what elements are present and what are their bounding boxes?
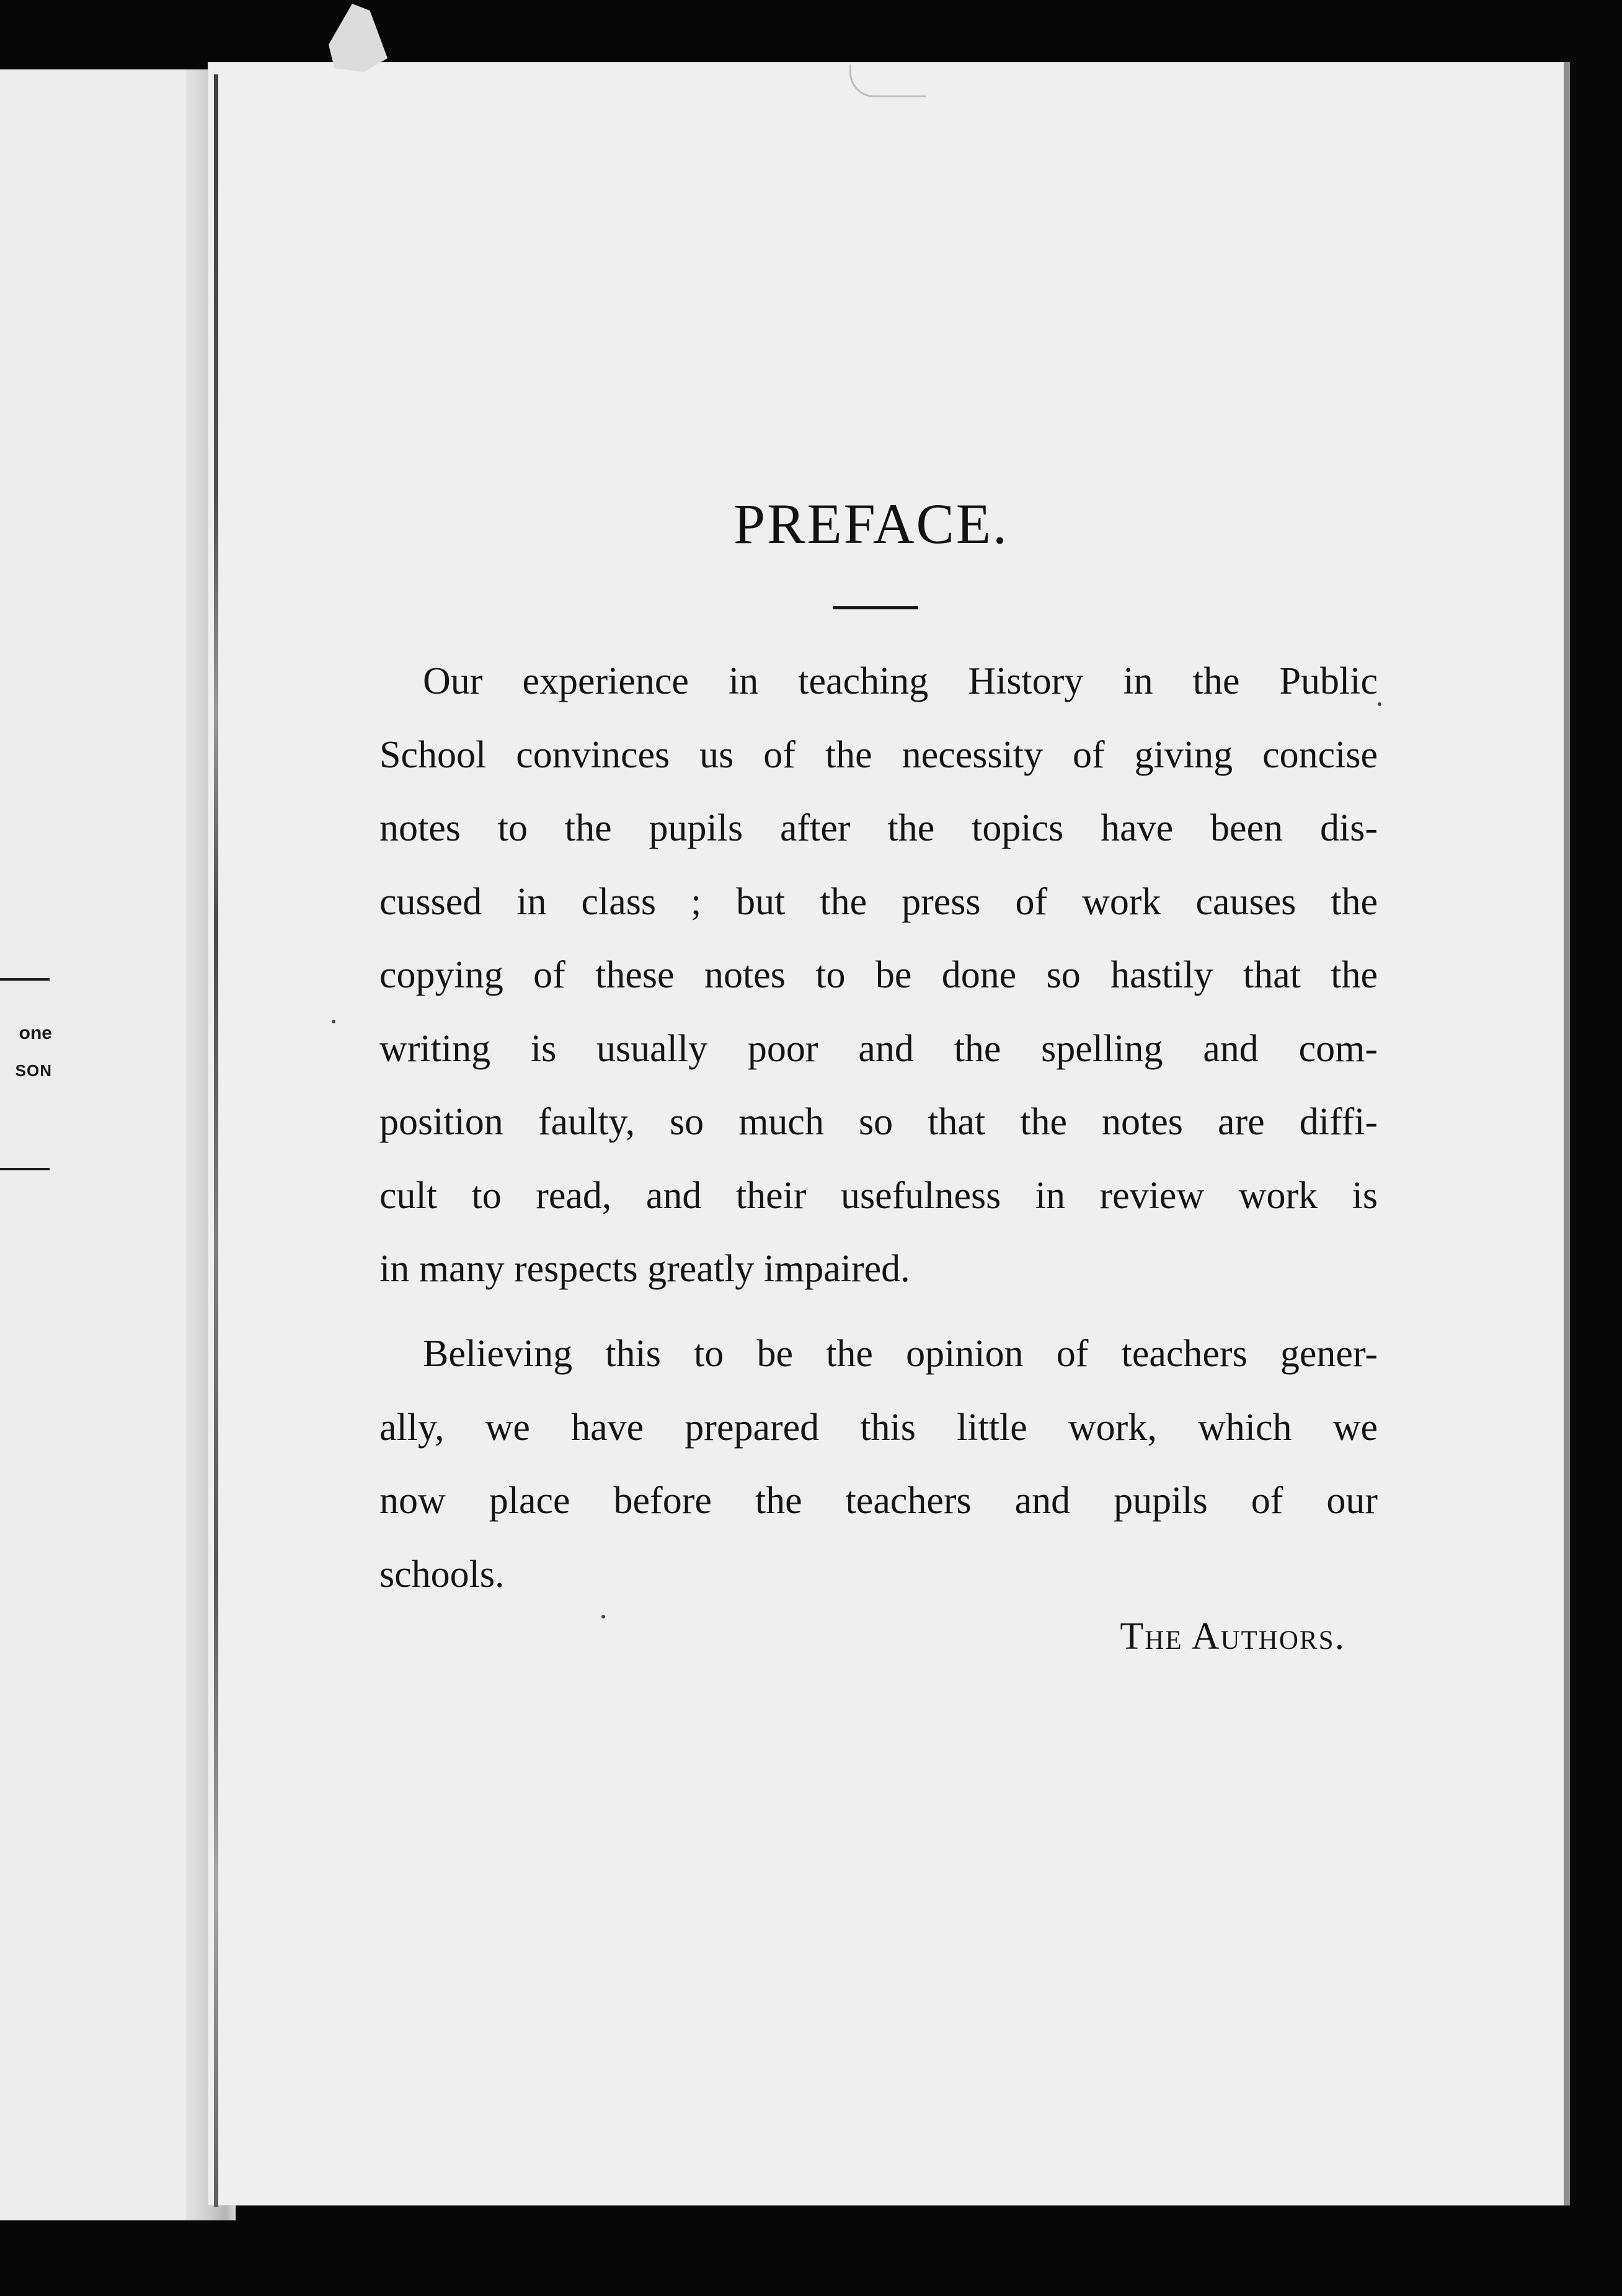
paragraph-line: copying of these notes to be done so hastily that the [379,954,1378,996]
paragraph-line: Our experience in teaching History in the Public [423,660,1378,702]
paragraph-line: School convinces us of the necessity of giving concise [379,733,1378,776]
ink-speck [601,1615,605,1618]
page-gutter-edge [214,74,218,2207]
ink-speck [1378,702,1381,706]
left-page-fragment-1: one [19,1023,52,1043]
left-page-fragment-2: SON [15,1061,52,1080]
paragraph-line: now place before the teachers and pupils of our [379,1480,1378,1522]
paragraph-line: schools. [379,1553,505,1596]
paragraph-line: position faulty, so much so that the notes are diffi- [379,1101,1378,1143]
preface-paragraph-2 [379,1317,1378,1611]
paragraph-line: in many respects greatly impaired. [379,1248,910,1290]
ink-speck [332,1020,335,1023]
left-page-rule-bottom [0,1168,50,1170]
paragraph-line: ally, we have prepared this little work, which we [379,1406,1378,1449]
paper-mark [849,64,926,97]
torn-paper-scrap [329,4,388,72]
page-right-edge [1564,62,1570,2205]
page-title: PREFACE. [733,492,1009,555]
paragraph-line: writing is usually poor and the spelling and com- [379,1027,1378,1070]
paragraph-line: notes to the pupils after the topics have been dis- [379,807,1378,849]
signature: The Authors. [1120,1615,1345,1658]
left-page-rule-top [0,978,50,981]
paragraph-line: Believing this to be the opinion of teachers gener- [423,1333,1378,1375]
paragraph-line: cussed in class ; but the press of work causes the [379,880,1378,923]
title-divider [833,606,918,609]
preface-paragraph-1 [379,645,1378,1306]
paragraph-line: cult to read, and their usefulness in review work is [379,1174,1378,1217]
